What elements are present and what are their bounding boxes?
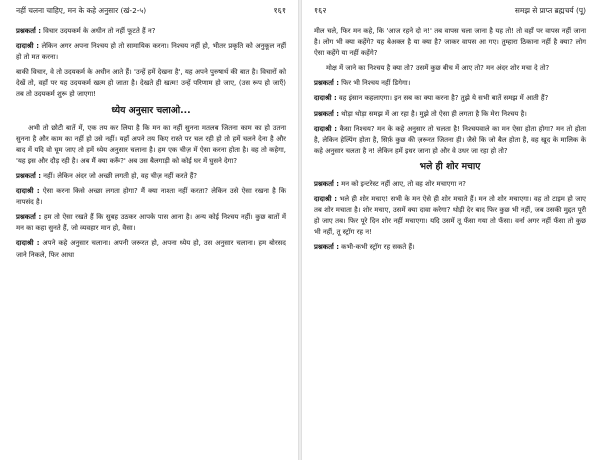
- right-page-body: [314, 26, 586, 254]
- paragraph-text: फिर भी निश्चय नहीं डिगेगा।: [341, 79, 411, 88]
- right-header-title: समझ से प्राप्त ब्रह्मचर्य (पू): [514, 6, 586, 15]
- paragraph-text: अभी तो छोटी बातें में, एक तय कर लिया है कि मन का नहीं सुनना मतलब जितना काम का हो उतना सुनना है और काम का नहीं हो उसे नहीं। यहाँ अपने तय किए रास्ते पर चल रही हो तो हमें चलने देना है और बाद में यदि वो घूम जाए तो हमें ध्येय अनुसार चलाना है। हम एक चीज़ में ऐसा करना होता है। वह तो कहेगा, 'यह इस और दौड़ रही है। अब मैं क्या करूँ?' अब उस बैलगाड़ी को कोई घर में घुसने देगा?: [16, 123, 286, 165]
- dialogue-paragraph: [16, 212, 286, 234]
- paragraph-text: नहीं। लेकिन अंदर जो अच्छी लगती हो, वह चीज़ नहीं करते हैं?: [43, 171, 198, 180]
- section-heading: भले ही शोर मचाए: [419, 160, 481, 172]
- dialogue-paragraph: [16, 171, 286, 182]
- paragraph: [16, 67, 286, 100]
- speaker-label: प्रश्नकर्ता :: [314, 243, 339, 252]
- paragraph-text: मन को इन्टरेस्ट नहीं आए, तो वह शोर मचाएगा न?: [341, 179, 466, 188]
- paragraph-text: मील चले, फिर मन कहे, कि 'आज रहने दो न!' तब वापस चला जाना है यह तो! तो वहाँ पर वापस नहीं जाना है। लोग भी क्या कहेंगे? यह बेअक्ल है या क्या है? जाकर वापस आ गए। तुम्हारा ठिकाना नहीं है क्या? लोग ऐसा कहेंगे या नहीं कहेंगे?: [314, 27, 586, 58]
- speaker-label: प्रश्नकर्ता :: [314, 79, 339, 88]
- dialogue-paragraph: [314, 124, 586, 157]
- paragraph-text: कैसा निश्चय? मन के कहे अनुसार तो चलता है! निश्चयवाले का मन ऐसा होता होगा? मन तो होता है, लेकिन हेल्पिंग होता है, सिर्फ़ कुछ की ज़रूरत जितना ही। जैसे कि जो बैल होता है, वह खूद के मालिक के कहे अनुसार चलता है न! लेकिन हमें इधर जाना हो और वे उधर जा रहा हो तो?: [314, 124, 586, 155]
- right-page: [304, 0, 600, 460]
- right-page-number: १६२: [314, 6, 327, 15]
- paragraph-text: कभी-कभी स्ट्रॉग रह सकते हैं।: [341, 243, 415, 252]
- speaker-label: दादाश्री :: [16, 239, 40, 248]
- speaker-label: प्रश्नकर्ता :: [314, 179, 339, 188]
- section-heading: ध्येय अनुसार चलाओ...: [111, 104, 191, 116]
- dialogue-paragraph: [314, 78, 586, 89]
- speaker-label: दादाश्री :: [314, 94, 337, 103]
- dialogue-paragraph: [16, 238, 286, 260]
- dialogue-paragraph: [16, 41, 286, 63]
- dialogue-paragraph: [16, 26, 286, 37]
- left-page-number: १६१: [273, 6, 286, 15]
- paragraph-text: ऐसा करना किसे अच्छा लगता होगा? मैं क्या नाश्ता नहीं करता? लेकिन उसे ऐसा रखना है कि नापसंद है।: [16, 187, 286, 207]
- speaker-label: प्रश्नकर्ता :: [314, 109, 339, 118]
- paragraph-text: भले ही शोर मचाए! सभी के मन ऐसे ही शोर मचाते हैं। मन तो शोर मचाएगा। वह तो टाइम हो जाए तब शोर मचाता है। शोर मचाए, उसमें क्या दावा करेगा? थोड़ी देर बाद फिर कुछ भी नहीं, जब उसकी मुद्दत पूरी हो जाए तब। फिर पूरे दिन शोर नहीं मचाएगा। यदि उसमें तू फँसा गया तो फँसा। वर्ना अगर नहीं फँसा तो कुछ भी नहीं, तू स्ट्रॉग रह न!: [314, 195, 586, 237]
- paragraph-text: बाकी विचार, वे तो उदयकर्म के अधीन आते हैं। 'उन्हें हमें देखना है', यह अपने पुरुषार्थ की बात है। विचारों को देखें तो, वहाँ पर यह उदयकर्म खत्म हो जाता है। देखते ही खत्म! उन्हें परिणाम हो जाए, (उस रूप हो जाएँ) तब तो उदयकर्म शुरू हो जाएगा!: [16, 68, 286, 99]
- left-page-body: [16, 26, 286, 261]
- paragraph-text: हम तो ऐसा रखते हैं कि सुबह उठकर आपके पास आना है। अन्य कोई निश्चय नहीं। कुछ बातों में मन का कहा सुनते हैं, जो व्यवहार मान हो, वैसा।: [16, 213, 287, 233]
- dialogue-paragraph: [314, 109, 586, 120]
- left-page: [0, 0, 296, 460]
- paragraph-text: मोक्ष में जाने का निश्चय है क्या तो? उसमें कुछ बीच में आए तो? मन अंदर शोर मचा दे तो?: [326, 64, 550, 73]
- paragraph: [314, 63, 586, 74]
- speaker-label: दादाश्री :: [16, 187, 40, 196]
- speaker-label: प्रश्नकर्ता :: [16, 213, 42, 222]
- paragraph-text: लेकिन अगर अपना निश्चय हो तो सामायिक करना। निश्चय नहीं हो, भीतर प्रकृति को अनुकूल नहीं हो तो मत करना।: [16, 42, 286, 62]
- dialogue-paragraph: [314, 194, 586, 238]
- paragraph-text: थोड़ा थोड़ा समझ में आ रहा है। मुझे तो ऐसा ही लगता है कि मेरा निश्चय है।: [341, 109, 527, 118]
- paragraph: [314, 26, 586, 59]
- dialogue-paragraph: [16, 186, 286, 208]
- speaker-label: प्रश्नकर्ता :: [16, 27, 41, 35]
- dialogue-paragraph: [314, 242, 586, 253]
- paragraph-text: वह इंसान कहलाएगा। इन सब का क्या करना है? तुझे ये सभी बातें समझ में आती हैं?: [338, 94, 549, 103]
- speaker-label: प्रश्नकर्ता :: [16, 171, 41, 180]
- paragraph-text: अपने कहे अनुसार चलाना। अपनी जरूरत हो, अपना ध्येय हो, उस अनुसार चलाना। हम बोरसद जाने निकले, फिर आधा: [16, 239, 286, 259]
- speaker-label: दादाश्री :: [314, 195, 338, 204]
- speaker-label: दादाश्री :: [16, 42, 39, 51]
- paragraph-text: विचार उदयकर्म के अधीन तो नहीं फूटते हैं न?: [43, 27, 156, 35]
- right-page-header: [314, 6, 586, 18]
- left-header-title: नहीं चलना चाहिए, मन के कहे अनुसार (खं-2-५): [16, 6, 147, 15]
- book-gutter: [298, 0, 302, 460]
- speaker-label: दादाश्री :: [314, 124, 338, 133]
- left-page-header: [16, 6, 286, 18]
- dialogue-paragraph: [314, 93, 586, 104]
- dialogue-paragraph: [314, 179, 586, 190]
- paragraph: [16, 123, 286, 167]
